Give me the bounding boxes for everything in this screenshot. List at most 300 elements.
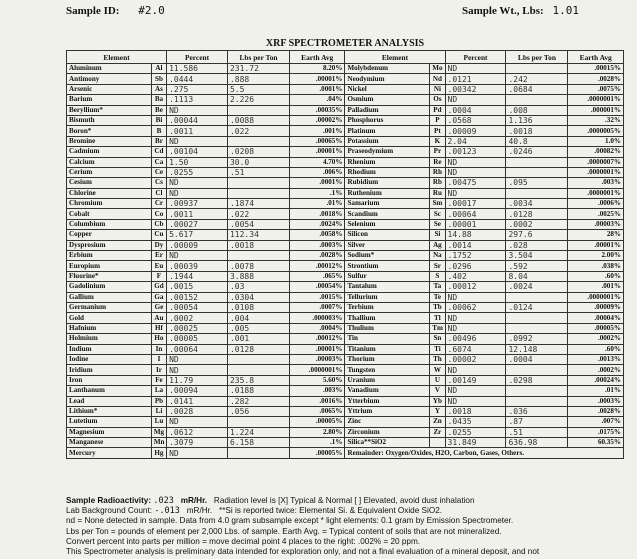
element-name: Terbium xyxy=(345,302,430,312)
percent-value: .0011 xyxy=(167,126,228,136)
lbs-per-ton-value xyxy=(506,95,568,105)
element-symbol: Ag xyxy=(430,240,445,250)
earth-avg-value: .0013% xyxy=(568,354,624,364)
lbs-per-ton-value: .056 xyxy=(227,406,289,416)
element-symbol: Pt xyxy=(430,126,445,136)
element-name: Beryllium* xyxy=(67,105,152,115)
earth-avg-value: .0001% xyxy=(289,84,344,94)
table-row xyxy=(67,396,624,406)
earth-avg-value: .32% xyxy=(568,115,624,125)
earth-avg-value: .00009% xyxy=(568,302,624,312)
background-label: Lab Background Count: xyxy=(66,506,153,516)
earth-avg-value: .60% xyxy=(568,271,624,281)
table-row xyxy=(67,199,624,209)
element-name: Zirconium xyxy=(345,427,430,437)
element-name: Indium xyxy=(67,344,152,354)
element-symbol: Fe xyxy=(151,375,166,385)
sample-id-value: #2.0 xyxy=(138,4,165,17)
earth-avg-value: .00001% xyxy=(568,240,624,250)
lbs-per-ton-value: .004 xyxy=(227,313,289,323)
earth-avg-value: .00015% xyxy=(568,64,624,74)
percent-value: 2.04 xyxy=(445,136,506,146)
element-symbol: Ga xyxy=(151,292,166,302)
earth-avg-value: .0000001% xyxy=(289,365,344,375)
element-name: Cesium xyxy=(67,178,152,188)
percent-value: 5.617 xyxy=(167,230,228,240)
percent-value: .00475 xyxy=(445,178,506,188)
lbs-per-ton-value: 636.98 xyxy=(506,438,568,448)
lbs-per-ton-value: .0018 xyxy=(506,126,568,136)
element-name: Erbium xyxy=(67,251,152,261)
percent-value: .00094 xyxy=(167,386,228,396)
lbs-per-ton-value: .0124 xyxy=(506,302,568,312)
lbs-per-ton-value: 231.72 xyxy=(227,64,289,74)
element-name: Columbium xyxy=(67,219,152,229)
lbs-per-ton-value: .0034 xyxy=(506,199,568,209)
percent-value: .1752 xyxy=(445,251,506,261)
radioactivity-line xyxy=(66,496,631,506)
element-symbol: Eu xyxy=(151,261,166,271)
sample-weight-field xyxy=(462,4,579,17)
element-symbol: Sn xyxy=(430,334,445,344)
table-row xyxy=(67,251,624,261)
lbs-per-ton-value: 8.04 xyxy=(506,271,568,281)
element-name: Vanadium xyxy=(345,386,430,396)
earth-avg-value: 4.70% xyxy=(289,157,344,167)
percent-value: .00005 xyxy=(167,334,228,344)
element-symbol: Hf xyxy=(151,323,166,333)
element-name: Silicon xyxy=(345,230,430,240)
lbs-per-ton-value xyxy=(227,105,289,115)
lbs-per-ton-value: .036 xyxy=(506,406,568,416)
percent-value: ND xyxy=(167,188,228,198)
element-name: Selenium xyxy=(345,219,430,229)
element-name: Samarium xyxy=(345,199,430,209)
element-symbol: Dy xyxy=(151,240,166,250)
earth-avg-value: .0003% xyxy=(568,396,624,406)
element-name: Uranium xyxy=(345,375,430,385)
element-name: Silica**SiO2 xyxy=(345,438,430,448)
column-header: Lbs per Ton xyxy=(227,51,289,64)
element-name: Lutetium xyxy=(67,417,152,427)
lbs-per-ton-value: 297.6 xyxy=(506,230,568,240)
element-symbol: Cl xyxy=(151,188,166,198)
percent-value: ND xyxy=(167,105,228,115)
lbs-per-ton-value: .0246 xyxy=(506,147,568,157)
table-row xyxy=(67,375,624,385)
sample-weight-value: 1.01 xyxy=(552,4,579,17)
table-row xyxy=(67,386,624,396)
element-symbol: Rh xyxy=(430,167,445,177)
earth-avg-value: 8.20% xyxy=(289,64,344,74)
percent-value: ND xyxy=(445,313,506,323)
earth-avg-value: .0028% xyxy=(568,406,624,416)
element-symbol: Ru xyxy=(430,188,445,198)
table-header-row xyxy=(67,51,624,64)
element-name: Bismuth xyxy=(67,115,152,125)
percent-value: 14.88 xyxy=(445,230,506,240)
percent-value: 31.849 xyxy=(445,438,506,448)
element-name: Fluorine* xyxy=(67,271,152,281)
column-header: Element xyxy=(345,51,445,64)
element-name: Sulfur xyxy=(345,271,430,281)
xrf-analysis-table xyxy=(66,50,624,459)
lbs-per-ton-value: 5.5 xyxy=(227,84,289,94)
earth-avg-value: .60% xyxy=(568,344,624,354)
table-row xyxy=(67,354,624,364)
percent-value: .0612 xyxy=(167,427,228,437)
percent-value: .00009 xyxy=(445,126,506,136)
lbs-per-ton-value: .0128 xyxy=(227,344,289,354)
element-name: Iridium xyxy=(67,365,152,375)
element-name: Barium xyxy=(67,95,152,105)
table-row xyxy=(67,271,624,281)
element-name: Molybdenum xyxy=(345,64,430,74)
element-symbol: Ba xyxy=(151,95,166,105)
element-name: Ytterbium xyxy=(345,396,430,406)
table-row xyxy=(67,261,624,271)
earth-avg-value: 28% xyxy=(568,230,624,240)
element-name: Neodymium xyxy=(345,74,430,84)
lbs-per-ton-value xyxy=(227,136,289,146)
lbs-per-ton-value: .022 xyxy=(227,126,289,136)
earth-avg-value: .0004% xyxy=(289,323,344,333)
element-name: Nickel xyxy=(345,84,430,94)
earth-avg-value: .0175% xyxy=(568,427,624,437)
percent-value: .00062 xyxy=(445,302,506,312)
table-row xyxy=(67,136,624,146)
percent-value: ND xyxy=(167,417,228,427)
table-row xyxy=(67,448,624,458)
percent-value: .0014 xyxy=(445,240,506,250)
element-name: Bromine xyxy=(67,136,152,146)
earth-avg-value: .00005% xyxy=(289,448,344,458)
column-header: Percent xyxy=(445,51,506,64)
lbs-per-ton-value: 6.158 xyxy=(227,438,289,448)
element-symbol: U xyxy=(430,375,445,385)
element-name: Rubidium xyxy=(345,178,430,188)
earth-avg-value: .00012% xyxy=(289,334,344,344)
element-name: Antimony xyxy=(67,74,152,84)
earth-avg-value: .00054% xyxy=(289,282,344,292)
percent-value: ND xyxy=(445,167,506,177)
element-name: Dysprosium xyxy=(67,240,152,250)
lbs-per-ton-value: .282 xyxy=(227,396,289,406)
element-symbol: Si xyxy=(430,230,445,240)
element-name: Titanium xyxy=(345,344,430,354)
table-row xyxy=(67,240,624,250)
element-name: Chromium xyxy=(67,199,152,209)
earth-avg-value: .003% xyxy=(568,178,624,188)
lbs-note: Lbs per Ton = pounds of element per 2,000 Lbs. of sample. Earth Avg. = Typical content of soils that are not mineralized. xyxy=(66,526,502,536)
earth-avg-value: .0006% xyxy=(568,199,624,209)
lbs-per-ton-value xyxy=(506,365,568,375)
element-name: Phosphorus xyxy=(345,115,430,125)
element-symbol: Mg xyxy=(151,427,166,437)
percent-value: .00123 xyxy=(445,147,506,157)
element-symbol: Tl xyxy=(430,313,445,323)
element-symbol: Cr xyxy=(151,199,166,209)
earth-avg-value: .0024% xyxy=(289,219,344,229)
table-row xyxy=(67,188,624,198)
lbs-per-ton-value xyxy=(506,313,568,323)
element-name: Cobalt xyxy=(67,209,152,219)
lbs-per-ton-value xyxy=(227,365,289,375)
earth-avg-value: .04% xyxy=(289,95,344,105)
percent-value: .0255 xyxy=(445,427,506,437)
lbs-per-ton-value: .1874 xyxy=(227,199,289,209)
percent-value: .0141 xyxy=(167,396,228,406)
lbs-per-ton-value: 12.148 xyxy=(506,344,568,354)
earth-avg-value: 60.35% xyxy=(568,438,624,448)
element-name: Yttrium xyxy=(345,406,430,416)
table-row xyxy=(67,282,624,292)
lbs-per-ton-value: .095 xyxy=(506,178,568,188)
earth-avg-value: .00002% xyxy=(289,115,344,125)
earth-avg-value: .00003% xyxy=(568,219,624,229)
earth-avg-value: .0028% xyxy=(568,74,624,84)
percent-value: .1944 xyxy=(167,271,228,281)
lbs-per-ton-value: .0088 xyxy=(227,115,289,125)
percent-value: ND xyxy=(445,386,506,396)
percent-value: ND xyxy=(445,396,506,406)
percent-value: .00002 xyxy=(445,354,506,364)
earth-avg-value: .00004% xyxy=(568,313,624,323)
percent-value: ND xyxy=(167,448,228,458)
earth-avg-value: .00065% xyxy=(289,136,344,146)
percent-value: .0121 xyxy=(445,74,506,84)
percent-value: .402 xyxy=(445,271,506,281)
percent-value: 1.50 xyxy=(167,157,228,167)
lbs-per-ton-value: .0188 xyxy=(227,386,289,396)
lbs-per-ton-value: 40.8 xyxy=(506,136,568,146)
lbs-per-ton-value: .03 xyxy=(227,282,289,292)
element-symbol: Os xyxy=(430,95,445,105)
radioactivity-value: .023 xyxy=(153,496,174,506)
lbs-per-ton-value: 1.136 xyxy=(506,115,568,125)
element-name: Cadmium xyxy=(67,147,152,157)
percent-value: ND xyxy=(167,365,228,375)
element-symbol: W xyxy=(430,365,445,375)
element-symbol: In xyxy=(151,344,166,354)
element-name: Rhenium xyxy=(345,157,430,167)
element-name: Gallium xyxy=(67,292,152,302)
element-name: Aluminum xyxy=(67,64,152,74)
element-symbol: Pr xyxy=(430,147,445,157)
background-value: -.013 xyxy=(154,506,180,517)
table-row xyxy=(67,334,624,344)
earth-avg-value: 5.60% xyxy=(289,375,344,385)
element-symbol: Pb xyxy=(151,396,166,406)
percent-value: .00009 xyxy=(167,240,228,250)
element-symbol: P xyxy=(430,115,445,125)
percent-value: ND xyxy=(167,178,228,188)
earth-avg-value: .00082% xyxy=(568,147,624,157)
percent-value: ND xyxy=(445,157,506,167)
table-row xyxy=(67,84,624,94)
lbs-per-ton-value xyxy=(227,354,289,364)
table-row xyxy=(67,95,624,105)
percent-value: .00937 xyxy=(167,199,228,209)
element-name: Silver xyxy=(345,240,430,250)
element-name: Osmium xyxy=(345,95,430,105)
lbs-per-ton-value: .51 xyxy=(227,167,289,177)
element-name: Cerium xyxy=(67,167,152,177)
table-row xyxy=(67,209,624,219)
lbs-per-ton-value xyxy=(227,448,289,458)
remainder-note: Remainder: Oxygen/Oxides, H2O, Carbon, Gases, Others. xyxy=(345,448,624,458)
element-symbol: Ce xyxy=(151,167,166,177)
convert-note: Convert percent into parts per million = move decimal point 4 places to the right: .002% = 20 ppm. xyxy=(66,536,421,546)
earth-avg-value: .0018% xyxy=(289,209,344,219)
element-symbol: S xyxy=(430,271,445,281)
earth-avg-value: .000001% xyxy=(568,105,624,115)
element-name: Gadolinium xyxy=(67,282,152,292)
element-name: Magnesium xyxy=(67,427,152,437)
element-symbol: La xyxy=(151,386,166,396)
lbs-per-ton-value: .0992 xyxy=(506,334,568,344)
lbs-per-ton-value: .888 xyxy=(227,74,289,84)
earth-avg-value: .01% xyxy=(568,386,624,396)
lbs-per-ton-value xyxy=(506,396,568,406)
percent-value: ND xyxy=(167,136,228,146)
lbs-per-ton-value xyxy=(506,323,568,333)
table-row xyxy=(67,219,624,229)
element-name: Thallium xyxy=(345,313,430,323)
element-symbol: Hg xyxy=(151,448,166,458)
lbs-per-ton-value: .001 xyxy=(227,334,289,344)
element-symbol: F xyxy=(151,271,166,281)
earth-avg-value: .006% xyxy=(289,167,344,177)
earth-avg-value: .0002% xyxy=(568,365,624,375)
element-symbol: Pd xyxy=(430,105,445,115)
percent-value: .0568 xyxy=(445,115,506,125)
percent-value: .0011 xyxy=(167,209,228,219)
percent-value: .0435 xyxy=(445,417,506,427)
earth-avg-value: .0000005% xyxy=(568,126,624,136)
lbs-per-ton-value: .005 xyxy=(227,323,289,333)
element-name: Iron xyxy=(67,375,152,385)
element-name: Gold xyxy=(67,313,152,323)
sample-id-label: Sample ID: xyxy=(66,5,120,17)
table-row xyxy=(67,292,624,302)
table-row xyxy=(67,230,624,240)
element-name: Lithium* xyxy=(67,406,152,416)
disclaimer-note: This Spectrometer analysis is preliminary data intended for exploration only, and not a final evaluation of a mineral deposit, and not xyxy=(66,547,540,557)
earth-avg-value: .0000001% xyxy=(568,292,624,302)
element-symbol: Tb xyxy=(430,302,445,312)
radiation-level-text: Radiation level is [X] Typical & Normal [ ] Elevated, avoid dust inhalation xyxy=(213,496,475,505)
element-symbol: Rb xyxy=(430,178,445,188)
radioactivity-label: Sample Radioactivity: xyxy=(66,496,152,505)
element-symbol: Cs xyxy=(151,178,166,188)
element-name: Sodium* xyxy=(345,251,430,261)
earth-avg-value: .0016% xyxy=(289,396,344,406)
earth-avg-value: .0000001% xyxy=(568,95,624,105)
table-title: XRF SPECTROMETER ANALYSIS xyxy=(265,38,425,49)
element-name: Tin xyxy=(345,334,430,344)
percent-value: .00149 xyxy=(445,375,506,385)
percent-value: ND xyxy=(167,354,228,364)
lbs-per-ton-value: .0304 xyxy=(227,292,289,302)
element-symbol: Ti xyxy=(430,344,445,354)
lbs-per-ton-value: .0054 xyxy=(227,219,289,229)
element-symbol: Sc xyxy=(430,209,445,219)
earth-avg-value: .001% xyxy=(289,126,344,136)
percent-value: 11.79 xyxy=(167,375,228,385)
earth-avg-value: .0028% xyxy=(289,251,344,261)
earth-avg-value: 2.80% xyxy=(289,427,344,437)
element-name: Lanthanum xyxy=(67,386,152,396)
percent-value: ND xyxy=(445,95,506,105)
percent-value: .00017 xyxy=(445,199,506,209)
element-symbol: Lu xyxy=(151,417,166,427)
table-row xyxy=(67,427,624,437)
element-name: Thulium xyxy=(345,323,430,333)
earth-avg-value: .038% xyxy=(568,261,624,271)
earth-avg-value: .1% xyxy=(289,438,344,448)
element-name: Praseodymium xyxy=(345,147,430,157)
percent-value: .6074 xyxy=(445,344,506,354)
element-symbol: Ni xyxy=(430,84,445,94)
table-row xyxy=(67,74,624,84)
lbs-per-ton-value xyxy=(506,188,568,198)
element-symbol: Zn xyxy=(430,417,445,427)
element-symbol xyxy=(430,438,445,448)
earth-avg-value: .0058% xyxy=(289,230,344,240)
element-symbol: Yb xyxy=(430,396,445,406)
percent-value: .0002 xyxy=(167,313,228,323)
table-row xyxy=(67,167,624,177)
percent-value: .00044 xyxy=(167,115,228,125)
earth-avg-value: .00001% xyxy=(289,344,344,354)
element-name: Ruthenium xyxy=(345,188,430,198)
earth-avg-value: .01% xyxy=(289,199,344,209)
table-row xyxy=(67,105,624,115)
column-header: Earth Avg xyxy=(568,51,624,64)
lbs-per-ton-value: .0018 xyxy=(227,240,289,250)
earth-avg-value: .00001% xyxy=(289,74,344,84)
lbs-per-ton-value xyxy=(506,292,568,302)
element-symbol: Be xyxy=(151,105,166,115)
earth-avg-value: .00001% xyxy=(289,147,344,157)
table-row xyxy=(67,365,624,375)
table-row xyxy=(67,64,624,74)
element-symbol: I xyxy=(151,354,166,364)
earth-avg-value: .1% xyxy=(289,188,344,198)
element-name: Copper xyxy=(67,230,152,240)
element-symbol: Al xyxy=(151,64,166,74)
element-symbol: Th xyxy=(430,354,445,364)
lbs-per-ton-value: .0002 xyxy=(506,219,568,229)
earth-avg-value: .00005% xyxy=(568,323,624,333)
lbs-per-ton-value: .0298 xyxy=(506,375,568,385)
lbs-per-ton-value: 1.224 xyxy=(227,427,289,437)
earth-avg-value: .003% xyxy=(289,386,344,396)
element-symbol: Re xyxy=(430,157,445,167)
lbs-per-ton-value: .87 xyxy=(506,417,568,427)
element-symbol: V xyxy=(430,386,445,396)
percent-value: .00039 xyxy=(167,261,228,271)
percent-value: .3079 xyxy=(167,438,228,448)
element-symbol: Ta xyxy=(430,282,445,292)
earth-avg-value: .0015% xyxy=(289,292,344,302)
lbs-per-ton-value: .0024 xyxy=(506,282,568,292)
lbs-per-ton-value xyxy=(506,167,568,177)
percent-value: .1113 xyxy=(167,95,228,105)
element-symbol: B xyxy=(151,126,166,136)
nd-note: nd = None detected in sample. Data from 4.0 gram subsample except * light elements: 0.1 gram by Emission Spectrometer. xyxy=(66,516,514,526)
